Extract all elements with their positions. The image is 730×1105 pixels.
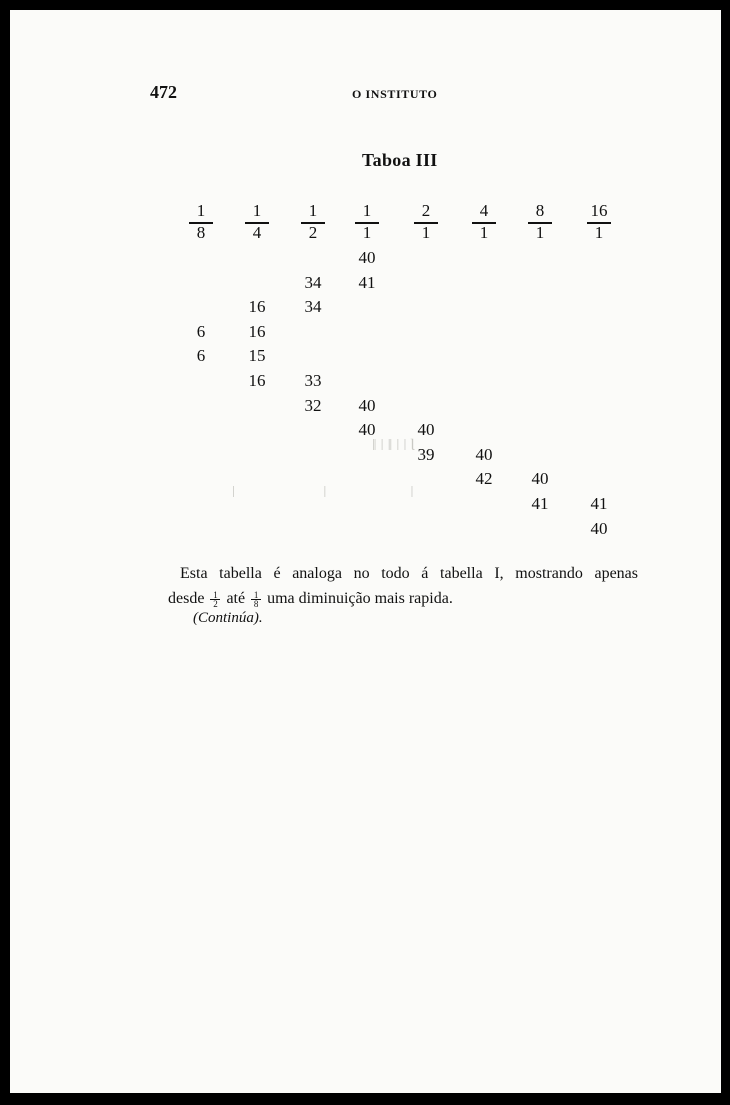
fraction-numerator: 8 [535,201,545,220]
table-cell: 40 [358,248,376,267]
table-cell: 40 [358,395,376,415]
fraction-denominator: 1 [594,223,604,242]
column-header-fraction [298,201,328,245]
table-cell: 41 [590,494,608,513]
fraction-denominator: 1 [535,223,545,242]
fraction-numerator: 16 [590,201,608,220]
fraction-denominator: 4 [252,223,262,242]
page-number: 472 [150,82,177,102]
table-cell: 41 [531,494,549,513]
column-header-fraction [186,201,216,245]
continued-note: (Continúa). [193,610,263,626]
table-cell: 42 [475,469,493,489]
page-header [150,82,620,106]
fraction-numerator: 2 [421,201,431,220]
table-cell: 39 [417,444,435,464]
page-sheet [10,10,721,1093]
table-cell: 16 [248,321,266,341]
column-header-fraction [525,201,555,245]
paragraph-text: até [226,590,246,607]
fraction-numerator: 1 [251,591,261,600]
paragraph-line: Esta tabella é analoga no todo á tabella I, mostrando apenas [180,565,638,582]
fraction-numerator: 1 [196,201,206,220]
table-cell: 40 [531,469,549,489]
table-cell: 6 [196,346,206,366]
fraction-numerator: 1 [308,201,318,220]
fraction-numerator: 4 [479,201,489,220]
table-cell: 41 [358,272,376,292]
body-paragraph [168,561,638,611]
column-header-fraction [242,201,272,245]
fraction-denominator: 8 [253,598,259,609]
fraction-numerator: 1 [252,201,262,220]
paragraph-text: uma diminuição mais rapida. [267,590,453,607]
column-header-fraction [352,201,382,245]
fraction-denominator: 1 [362,223,372,242]
table-cell: 34 [304,272,322,292]
table-cell: 33 [304,371,322,390]
table-cell: 40 [358,420,376,440]
column-header-fraction [411,201,441,245]
column-header-fraction [584,201,614,245]
table-cell: 32 [304,395,322,415]
fraction-denominator: 8 [196,223,206,242]
fraction-numerator: 1 [210,591,220,600]
paragraph-text: desde [168,590,205,607]
table-title: Taboa III [362,150,438,170]
show-through-text: ǀ ǀ ǀ [232,484,414,501]
table-cell: 15 [248,346,266,366]
table-cell: 34 [304,297,322,317]
fraction-denominator: 2 [213,598,218,609]
fraction-denominator: 2 [308,223,318,242]
table-cell: 16 [248,371,266,390]
inline-fraction [210,591,220,608]
table-cell: 6 [196,321,206,341]
table-cell: 40 [475,444,493,464]
fraction-denominator: 1 [421,223,431,242]
paragraph-line [168,586,638,611]
table-cell: 16 [248,297,266,317]
table-cell: 40 [417,420,435,440]
running-head: O INSTITUTO [352,87,438,101]
column-header-fraction [469,201,499,245]
table-cell: 40 [590,518,608,538]
fraction-numerator: 1 [362,201,372,220]
fraction-denominator: 1 [479,223,489,242]
inline-fraction [251,591,261,608]
show-through-text: ǁ ǀ ǁ ǀ ǀ Ɩ [372,437,415,454]
